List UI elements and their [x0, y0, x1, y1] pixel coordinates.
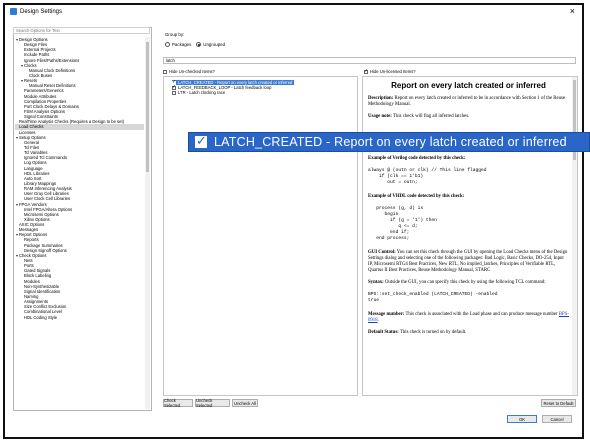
- tree-item-label: HDL Coding Style: [24, 314, 58, 320]
- tree-item-label: Port Clock Delays & Domains: [24, 103, 79, 109]
- tree-item-label: Library Mappings: [24, 180, 57, 186]
- gui-text: You can set this check through the GUI by opening the Load Checks menu of the Design Settings dialog and selecting one of the following packages: Bad Logic, Basic Checks, DO-254, Input IP, Microsemi RTG4 Best Practices, New RTL, No implied_latches, Principles of Verifiable RTL, Quartus II Best Practices, Reuse Methodology Manual, STARC: [368, 250, 568, 273]
- tree-item-label: Tcl Files: [24, 144, 40, 150]
- tree-item-label: User Clock Cell Libraries: [24, 196, 71, 202]
- checks-list: [163, 76, 358, 396]
- expand-toggle-icon[interactable]: ▾: [15, 134, 18, 140]
- tree-item-label: Signal Constraints: [24, 114, 58, 120]
- tree-item-label: Modules: [24, 278, 40, 284]
- tree-item-label: Messages: [19, 227, 39, 233]
- title-bar: [5, 5, 582, 18]
- default-text: This check is turned on by default.: [399, 330, 467, 335]
- expand-toggle-icon[interactable]: ▾: [15, 201, 18, 207]
- close-icon[interactable]: ×: [569, 6, 575, 16]
- zoomed-selected-check: [188, 132, 590, 152]
- app-icon: [10, 8, 17, 15]
- hide-unchecked-checkbox[interactable]: [163, 70, 167, 74]
- help-description: [368, 96, 569, 108]
- options-tree: [15, 37, 144, 409]
- tree-item-label: Design Options: [19, 37, 48, 42]
- tree-item-label: Manual Clock Definitions: [29, 67, 76, 73]
- help-default-status: [368, 330, 569, 336]
- default-label: Default Status:: [368, 330, 399, 335]
- tree-item-label: Intel FPGA/Altera Options: [24, 206, 73, 212]
- reset-to-default-button[interactable]: Reset to Default: [541, 399, 576, 407]
- check-item-ltr[interactable]: [172, 90, 225, 95]
- vhdl-heading: [368, 194, 569, 200]
- msg-text: This check is associated with the Load phase and can produce message number: [405, 312, 558, 317]
- group-by-label: Group by:: [165, 32, 185, 37]
- check-selected-button[interactable]: Check Selected: [163, 399, 193, 407]
- tree-item-label: Gated Signals: [24, 268, 51, 274]
- syntax-code: BPS::set_check_enabled (LATCH_CREATED) -enabled true: [368, 292, 498, 303]
- zoomed-checkbox: [195, 136, 207, 148]
- expand-toggle-icon[interactable]: ▾: [15, 37, 18, 42]
- cancel-button[interactable]: Cancel: [542, 415, 572, 423]
- tree-item-label: External Projects: [24, 47, 56, 53]
- tree-item-label: Ports: [24, 263, 34, 269]
- verilog-heading-text: Example of Verilog code detected by this check:: [368, 156, 466, 161]
- uncheck-all-button[interactable]: Uncheck All: [232, 399, 258, 407]
- check-item-label: LTR - Latch clocking race: [178, 90, 226, 95]
- tree-item-label: Tcl Variables: [24, 150, 48, 156]
- tree-item-label: Naming: [24, 294, 39, 300]
- tree-item-label: Ignore Files/Paths/Extensions: [24, 57, 80, 63]
- usage-label: Usage note:: [368, 114, 392, 119]
- check-help-panel: [362, 76, 578, 396]
- help-syntax: [368, 280, 569, 286]
- options-tree-panel: [13, 27, 152, 411]
- description-label: Description:: [368, 96, 394, 101]
- usage-text: This check will flag all inferred latches.: [392, 114, 470, 119]
- tree-item-label: Reports: [24, 237, 39, 243]
- tree-item-label: General: [24, 139, 39, 145]
- window-title: Design Settings: [20, 8, 63, 15]
- message-number-link[interactable]: BPS-0918: [368, 312, 569, 323]
- syntax-text: Outside the GUI, you can specify this check by using the following TCL command:: [384, 280, 546, 285]
- tree-item-label: Check Options: [19, 252, 47, 258]
- description-text: Report on every latch created or inferred to be in accordance with Section 1 of the Reuse Methodology Manual.: [368, 96, 566, 107]
- gui-label: GUI Control:: [368, 250, 396, 255]
- hide-unchecked-label: Hide Un-checked Items?: [169, 69, 215, 74]
- msg-label: Message number:: [368, 312, 405, 317]
- tree-scrollbar[interactable]: [145, 37, 150, 409]
- tree-item-label: Auto Sort: [24, 175, 42, 181]
- tree-item-label: Setup Options: [19, 134, 46, 140]
- hide-unlicensed-option[interactable]: [364, 69, 416, 74]
- help-scrollbar[interactable]: [572, 77, 577, 395]
- zoomed-check-label: LATCH_CREATED - Report on every latch created or inferred: [214, 135, 567, 149]
- radio-ungrouped[interactable]: [196, 42, 225, 47]
- verilog-heading: [368, 156, 569, 162]
- tree-item-label: Xilinx Options: [24, 216, 50, 222]
- tree-item-label: Clocks: [24, 62, 37, 68]
- tree-item[interactable]: [15, 315, 144, 320]
- group-by-radios: [165, 42, 225, 47]
- tree-item-label: Parameters/Generics: [24, 88, 64, 94]
- radio-ungrouped-dot[interactable]: [196, 42, 201, 47]
- tree-item-label: Module Attributes: [24, 93, 57, 99]
- uncheck-selected-button[interactable]: Uncheck Selected: [195, 399, 230, 407]
- tree-item-label: Assignments: [24, 299, 48, 305]
- help-gui-control: [368, 250, 569, 274]
- check-filter-input[interactable]: [163, 57, 576, 64]
- ok-button[interactable]: OK: [507, 415, 537, 423]
- expand-toggle-icon[interactable]: ▾: [20, 62, 23, 68]
- tree-item-label: Design Signoff Options: [24, 247, 67, 253]
- tree-item-label: User Gray Cell Libraries: [24, 191, 69, 197]
- tree-item-label: Resets: [24, 78, 38, 84]
- tree-item-label: Package Summaries: [24, 242, 63, 248]
- vhdl-code: process (g, d) is begin if (g = '1') then q <= d; end if; end process;: [376, 206, 437, 241]
- tree-item-label: RAM Inferencing Analysis: [24, 186, 72, 192]
- hide-unlicensed-checkbox[interactable]: [364, 70, 368, 74]
- tree-item-label: Combinational Level: [24, 309, 62, 315]
- radio-packages-label: Packages: [172, 42, 192, 47]
- tree-item-label: Signal Identification: [24, 288, 61, 294]
- tree-item-label: Manual Reset Definitions: [29, 83, 76, 89]
- options-search-input[interactable]: [13, 27, 150, 34]
- tree-item-label: Compilation Properties: [24, 98, 67, 104]
- expand-toggle-icon[interactable]: ▾: [15, 232, 18, 238]
- tree-item-label: FPGA Vendors: [19, 201, 47, 207]
- check-item-checkbox[interactable]: [172, 91, 176, 95]
- tree-item-label: Include Paths: [24, 52, 50, 58]
- syntax-label: Syntax:: [368, 280, 384, 285]
- hide-unlicensed-label: Hide Un-licensed Items?: [370, 69, 416, 74]
- vhdl-heading-text: Example of VHDL code detected by this check:: [368, 194, 465, 199]
- tree-item-label: Block Labeling: [24, 273, 52, 279]
- tree-item-label: Nets: [24, 258, 33, 264]
- expand-toggle-icon[interactable]: ▾: [20, 78, 23, 84]
- tree-item-label: ASIC Options: [19, 222, 45, 228]
- tree-item-label: RealTime Analysis Checks (Requires a Design to be set): [19, 119, 125, 125]
- verilog-code: always @ (outn or clk) // This line flagged if (clk == 1'b1) out = outn;: [368, 168, 487, 185]
- tree-item-label: Microsemi Options: [24, 211, 59, 217]
- tree-item-label: Report Options: [19, 232, 48, 238]
- tree-item-label: Ignored Tcl Commands: [24, 155, 67, 161]
- help-title: Report on every latch created or inferred: [391, 81, 546, 90]
- tree-item-label: HDL Libraries: [24, 170, 50, 176]
- expand-toggle-icon[interactable]: ▾: [15, 252, 18, 258]
- tree-item-label: Clock Buses: [29, 72, 53, 78]
- help-content: [368, 81, 569, 342]
- radio-packages-dot[interactable]: [165, 42, 170, 47]
- tree-item-label: Log Options: [24, 160, 47, 166]
- radio-ungrouped-label: Ungrouped: [203, 42, 226, 47]
- check-item-label: LATCH_FEEDBACK_LOOP - Latch feedback loop: [178, 85, 272, 90]
- help-message-number: Message number: This check is associated with the Load phase and can produce message number BPS-0918.: [368, 312, 569, 323]
- tree-item-label: Language: [24, 165, 43, 171]
- tree-item-label: Design Files: [24, 42, 48, 48]
- tree-item-label: Size Conflict Exclusion: [24, 304, 67, 310]
- tree-item-label: Licenses: [19, 129, 36, 135]
- tree-item-label: Non-Synthesizable: [24, 283, 60, 289]
- tree-item-label: FSM Analysis Options: [24, 108, 65, 114]
- check-item-checkbox[interactable]: [172, 86, 176, 90]
- help-usage: [368, 114, 569, 120]
- tree-scrollbar-thumb[interactable]: [146, 42, 149, 172]
- check-item-label: LATCH_CREATED - Report on every latch created or inferred: [178, 80, 293, 85]
- hide-unchecked-option[interactable]: [163, 69, 215, 74]
- radio-packages[interactable]: [165, 42, 191, 47]
- tree-item-label: Load Checks: [19, 124, 44, 130]
